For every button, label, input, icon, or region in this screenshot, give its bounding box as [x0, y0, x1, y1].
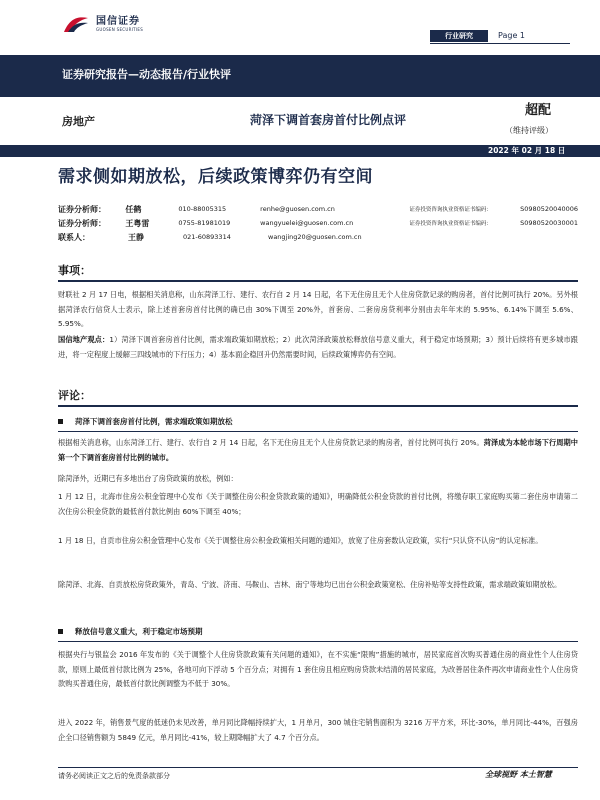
report-category: 证券研究报告—动态报告/行业快评 — [62, 68, 232, 81]
analyst-phone: 0755-81981019 — [178, 219, 231, 227]
header-divider — [430, 43, 570, 44]
analyst-email[interactable]: renhe@guosen.com.cn — [260, 205, 335, 213]
report-date: 2022 年 02 月 18 日 — [488, 146, 566, 155]
analyst-row — [58, 216, 578, 230]
viewpoint-label: 国信地产观点： — [58, 335, 110, 344]
analyst-row — [58, 202, 578, 216]
comment-highlight: 菏泽成为本轮市场下行周期中第一个下调首套房首付比例的城市。 — [58, 438, 578, 462]
analyst-phone: 021-60893314 — [183, 233, 231, 241]
comment-paragraph: 进入 2022 年，销售景气度的低迷仍未见改善，单月同比降幅持续扩大，1 月单月，300 城住宅销售面积为 3216 万平方米，环比-30%，单月同比-44%，百强房企全口径销售额为 5849 亿元，单月同比-41%，较上期降幅扩大了 4.7 个百分点。 — [58, 718, 578, 742]
comment-paragraph — [58, 436, 578, 465]
comment-paragraph: 根据央行与银监会 2016 年发布的《关于调整个人住房贷款政策有关问题的通知》，在不实施“限购”措施的城市，居民家庭首次购买普通住房的商业性个人住房贷款，原则上最低首付款比例为 25%，各地可向下浮动 5 个百分点；对拥有 1 套住房且相应购房贷款未结清的居民家庭，为改善居住条件再次申请商业性个人住房贷款购买普通住房，最低首付款比例调整为不低于 30%。 — [58, 650, 578, 688]
analyst-name: 王静 — [128, 231, 144, 242]
brand-name-en: GUOSEN SECURITIES — [96, 26, 144, 32]
brand-logo — [62, 14, 143, 34]
brand-name-cn: 国信证券 — [96, 15, 140, 27]
comment-text: 根据相关消息称，山东菏泽工行、建行、农行自 2 月 14 日起，名下无住房且无个人住房贷款记录的购房者，首付比例可执行 20%。 — [58, 438, 484, 447]
section-title-events: 事项： — [58, 264, 91, 277]
viewpoint-paragraph — [58, 333, 578, 362]
brand-mark-icon — [62, 14, 90, 34]
rating-note: （维持评级） — [505, 126, 553, 135]
subsection-divider — [58, 431, 578, 432]
analyst-email[interactable]: wangjing20@guosen.com.cn — [268, 233, 362, 241]
events-paragraph: 财联社 2 月 17 日电，根据相关消息称，山东菏泽工行、建行、农行自 2 月 14 日起，名下无住房且无个人住房贷款记录的购房者，首付比例可执行 20%。另外根据菏泽农行信贷人士表示，除上述首套房首付比例的确已由 30%下调至 20%外，首套房、二套房房贷利率分别由去年年末的 5.95%、6.14%下调至 5.6%、5.95%。 — [58, 290, 578, 328]
analyst-name: 王粤雷 — [125, 217, 150, 228]
comment-paragraph: 1 月 18 日，自贡市住房公积金管理中心发布《关于调整住房公积金政策相关问题的通知》，放宽了住房套数认定政策，实行“只认贷不认房”的认定标准。 — [58, 536, 543, 545]
viewpoint-text: 1）菏泽下调首套房首付比例，需求端政策如期放松；2）此次菏泽政策放松释放信号意义重大，利于稳定市场预期；3）预计后续将有更多城市跟进，将一定程度上缓解三四线城市的下行压力；4）基本面企稳回升仍然需要时间，后续政策博弈仍有空间。 — [58, 335, 578, 359]
page-number: Page 1 — [498, 31, 525, 40]
comment-paragraph: 1 月 12 日，北海市住房公积金管理中心发布《关于调整住房公积金贷款政策的通知》，明确降低公积金贷款的首付比例，将缴存职工家庭购买第二套住房申请第二次住房公积金贷款的最低首付款比例由 60%下调至 40%； — [58, 492, 578, 516]
report-title: 菏泽下调首套房首付比例点评 — [250, 113, 407, 127]
analyst-role: 证券分析师： — [58, 203, 106, 214]
sector-label: 房地产 — [62, 115, 95, 128]
comment-paragraph: 除菏泽、北海、自贡放松房贷政策外，青岛、宁波、济南、马鞍山、吉林、南宁等地均已出台公积金政策宽松、住房补贴等支持性政策，需求端政策如期放松。 — [58, 580, 562, 589]
footer-divider — [58, 767, 578, 768]
bullet-square-icon — [58, 629, 63, 634]
page-title: 需求侧如期放松，后续政策博弈仍有空间 — [58, 167, 373, 187]
section-divider — [58, 280, 578, 282]
report-type-tag: 行业研究 — [430, 30, 488, 42]
analyst-cert-label: 证券投资咨询执业资格证书编码： — [409, 221, 492, 227]
comment-paragraph: 除菏泽外，近期已有多地出台了房贷政策的放松，例如： — [58, 474, 238, 483]
subsection-heading — [58, 626, 203, 637]
footer-slogan: 全球视野 本土智慧 — [485, 769, 552, 779]
analyst-row — [58, 230, 578, 244]
analyst-phone: 010-88005315 — [178, 205, 227, 213]
section-title-comments: 评论： — [58, 389, 91, 402]
disclaimer-note: 请务必阅读正文之后的免责条款部分 — [58, 772, 170, 780]
subsection-divider — [58, 641, 578, 642]
analyst-list — [58, 202, 578, 244]
bullet-square-icon — [58, 419, 63, 424]
subsection-heading-text: 释放信号意义重大，利于稳定市场预期 — [75, 627, 203, 636]
analyst-role: 证券分析师： — [58, 217, 106, 228]
analyst-email[interactable]: wangyuelei@guosen.com.cn — [260, 219, 354, 227]
analyst-cert-label: 证券投资咨询执业资格证书编码： — [409, 207, 492, 213]
analyst-cert-number: S0980520030001 — [520, 219, 578, 227]
analyst-name: 任鹤 — [125, 203, 142, 214]
section-divider — [58, 405, 578, 407]
rating: 超配 — [525, 103, 552, 118]
subsection-heading-text: 菏泽下调首套房首付比例，需求端政策如期放松 — [75, 417, 233, 426]
analyst-cert-number: S0980520040006 — [520, 205, 578, 213]
analyst-role: 联系人： — [58, 231, 90, 242]
subsection-heading — [58, 416, 233, 427]
